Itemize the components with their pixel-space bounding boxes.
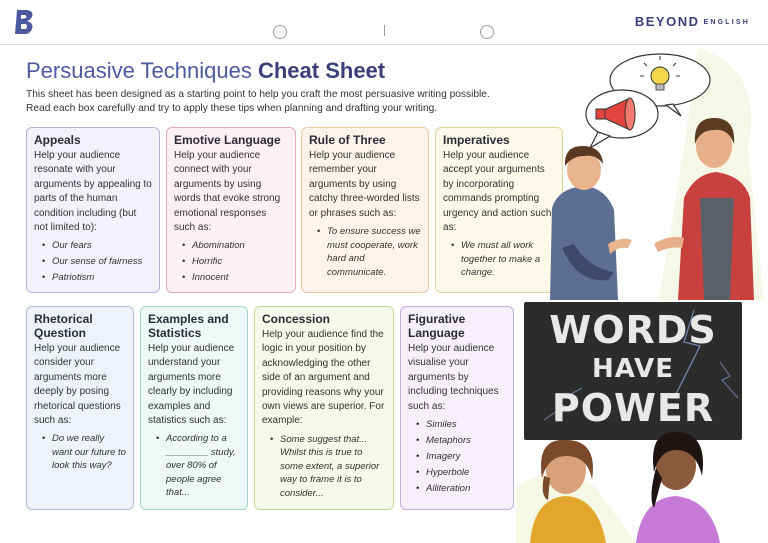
box-title: Rhetorical Question — [34, 312, 93, 340]
list-item: • Hyperbole — [416, 466, 506, 480]
brand-main: BEYOND — [634, 14, 700, 29]
list-item: • To ensure success we must cooperate, work hard and communicate. — [317, 225, 421, 279]
list-item: • Imagery — [416, 450, 506, 464]
girls-illustration — [516, 428, 766, 543]
debating-boys-illustration — [548, 48, 764, 300]
chalk-word-power: POWER — [551, 386, 715, 430]
list-item: • Do we really want our future to look this way? — [42, 432, 126, 473]
binder-hole-icon — [273, 25, 287, 39]
box-list — [34, 432, 126, 473]
box-rule-of-three — [301, 127, 429, 293]
box-concession — [254, 306, 394, 510]
box-title: Emotive Language — [174, 133, 281, 147]
box-list — [148, 432, 240, 500]
box-title: Rule of Three — [309, 133, 386, 147]
box-figurative-language — [400, 306, 514, 510]
list-item: • Some suggest that... Whilst this is true to some extent, a superior way to frame it is to consider... — [270, 433, 386, 501]
box-emotive-language — [166, 127, 296, 293]
box-list — [408, 418, 506, 496]
list-item: • According to a ________ study, over 80% of people agree that... — [156, 432, 240, 500]
center-mark — [384, 25, 385, 36]
box-appeals — [26, 127, 160, 293]
binder-hole-icon — [480, 25, 494, 39]
list-item: • Patriotism — [42, 271, 152, 285]
page-title — [26, 58, 385, 84]
box-list — [443, 239, 555, 280]
box-imperatives — [435, 127, 563, 293]
girl-right — [636, 432, 720, 543]
brand-logo — [635, 14, 750, 29]
box-examples-and-statistics — [140, 306, 248, 510]
list-item: • Our fears — [42, 239, 152, 253]
box-body: Help your audience remember your arguments by using catchy three-worded lists or phrases such as: — [309, 150, 420, 219]
box-body: Help your audience visualise your arguments by including techniques such as: — [408, 343, 499, 412]
box-title: Examples and Statistics — [148, 312, 229, 340]
box-body: Help your audience connect with your arguments by using words that evoke strong emotional responses such as: — [174, 150, 281, 234]
page-title-light: Persuasive Techniques — [26, 58, 252, 83]
box-title: Figurative Language — [408, 312, 466, 340]
top-bar — [0, 0, 768, 45]
intro-line-1: This sheet has been designed as a starting point to help you craft the most persuasive writing possible. — [26, 89, 490, 100]
list-item: • We must all work together to make a change. — [451, 239, 555, 280]
box-body: Help your audience understand your arguments more clearly by including examples and statistics such as: — [148, 343, 235, 427]
intro-line-2: Read each box carefully and try to apply these tips when planning and drafting your writing. — [26, 103, 438, 114]
boy-left — [550, 146, 632, 300]
box-list — [34, 239, 152, 285]
box-title: Appeals — [34, 133, 81, 147]
box-rhetorical-question — [26, 306, 134, 510]
list-item: • Horrific — [182, 255, 288, 269]
chalk-word-have: HAVE — [592, 354, 674, 384]
box-body: Help your audience accept your arguments by incorporating commands prompting urgency and action such as: — [443, 150, 552, 234]
list-item: • Alliteration — [416, 482, 506, 496]
list-item: • Abomination — [182, 239, 288, 253]
chalkboard-image — [524, 302, 742, 440]
chalk-word-words: WORDS — [549, 308, 717, 352]
box-title: Imperatives — [443, 133, 510, 147]
list-item: • Similes — [416, 418, 506, 432]
box-list — [262, 433, 386, 501]
intro-text — [26, 88, 546, 116]
box-title: Concession — [262, 312, 331, 326]
box-body: Help your audience resonate with your arguments by appealing to parts of the human condition including (but not limited to): — [34, 150, 152, 234]
list-item: • Metaphors — [416, 434, 506, 448]
list-item: • Innocent — [182, 271, 288, 285]
box-list — [174, 239, 288, 285]
page-title-bold: Cheat Sheet — [257, 58, 386, 83]
beyond-logo-icon — [14, 8, 36, 41]
brand-sub: ENGLISH — [703, 19, 750, 26]
list-item: • Our sense of fairness — [42, 255, 152, 269]
box-body: Help your audience find the logic in your position by acknowledging the other side of an argument and providing reasons why your own views are superior. For example: — [262, 329, 385, 427]
box-list — [309, 225, 421, 279]
box-body: Help your audience consider your arguments more deeply by posing rhetorical questions such as: — [34, 343, 121, 427]
